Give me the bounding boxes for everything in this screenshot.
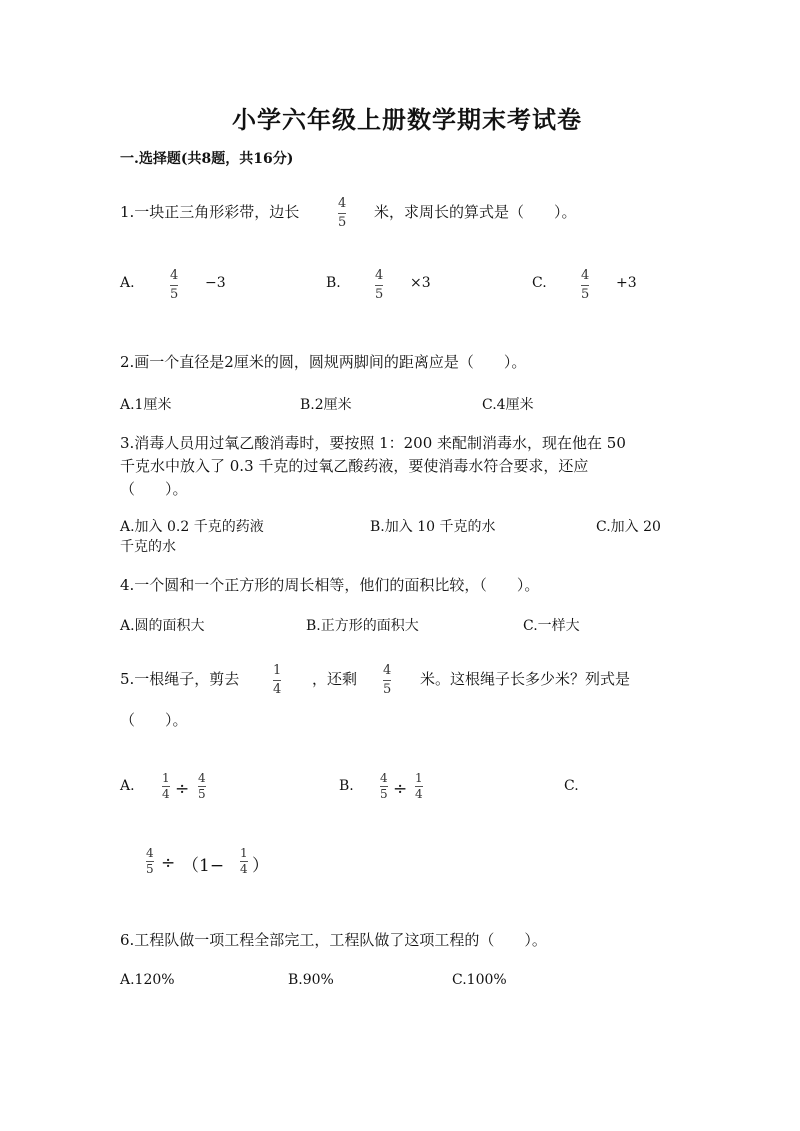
section-heading: 一.选择题(共8题，共16分) (120, 151, 294, 167)
fraction-numerator: 4 (146, 846, 154, 860)
q1-option-a-fraction (170, 268, 178, 303)
fraction-denominator: 5 (198, 787, 206, 801)
q4-option-a: A.圆的面积大 (120, 618, 205, 634)
fraction-denominator: 5 (383, 682, 392, 697)
fraction-denominator: 5 (380, 787, 388, 801)
question-3-line-3: （ ）。 (120, 480, 188, 498)
q3-option-c: C.加入 20 (596, 519, 661, 535)
fraction-bar (273, 680, 281, 681)
question-1-fraction (338, 196, 346, 231)
q5-option-a-label: A. (120, 778, 135, 794)
fraction-bar (375, 285, 383, 286)
fraction-denominator: 4 (240, 862, 248, 876)
q2-option-c: C.4厘米 (482, 397, 534, 413)
fraction-numerator: 4 (383, 663, 392, 678)
q5-option-a-fraction-2 (198, 772, 206, 801)
question-5-fraction-1 (273, 663, 281, 698)
q3-option-c-continued: 千克的水 (120, 539, 176, 555)
question-4-text: 4.一个圆和一个正方形的周长相等，他们的面积比较，（ ）。 (120, 576, 540, 594)
question-1-text-b: 米，求周长的算式是（ ）。 (374, 203, 577, 221)
q1-option-c-label: C. (532, 275, 547, 291)
q1-option-c-fraction (581, 268, 589, 303)
q5-option-b-fraction-1 (380, 772, 388, 801)
question-5-text-a: 5.一根绳子，剪去 (120, 670, 240, 688)
fraction-numerator: 1 (415, 771, 423, 785)
fraction-bar (338, 213, 346, 214)
fraction-denominator: 4 (273, 682, 282, 697)
q1-option-a-label: A. (120, 275, 135, 291)
q3-option-a: A.加入 0.2 千克的药液 (120, 519, 264, 535)
q5-option-c-divide: ÷ (161, 853, 176, 873)
fraction-denominator: 5 (146, 862, 154, 876)
question-2-text: 2.画一个直径是2厘米的圆，圆规两脚间的距离应是（ ）。 (120, 353, 527, 371)
fraction-bar (581, 285, 589, 286)
q1-option-c-operation: +3 (616, 275, 637, 291)
q5-option-c-fraction-1 (146, 847, 154, 876)
q6-option-c: C.100% (452, 972, 507, 988)
question-1-text-a: 1.一块正三角形彩带，边长 (120, 203, 300, 221)
q5-option-b-divide: ÷ (393, 779, 408, 799)
q5-option-c-fraction-2 (240, 847, 248, 876)
fraction-numerator: 4 (581, 268, 590, 283)
fraction-bar (170, 285, 178, 286)
q1-option-b-fraction (375, 268, 383, 303)
fraction-denominator: 5 (338, 215, 347, 230)
fraction-numerator: 4 (338, 196, 347, 211)
q3-option-b: B.加入 10 千克的水 (370, 519, 496, 535)
q1-option-b-operation: ×3 (410, 275, 431, 291)
fraction-numerator: 4 (380, 771, 388, 785)
q5-option-c-label: C. (564, 778, 579, 794)
fraction-denominator: 5 (375, 287, 384, 302)
question-5-text-b: ，还剩 (312, 670, 358, 688)
question-3-line-1: 3.消毒人员用过氧乙酸消毒时，要按照 1：200 来配制消毒水，现在他在 50 (120, 434, 626, 452)
fraction-numerator: 4 (170, 268, 179, 283)
question-3-line-2: 千克水中放入了 0.3 千克的过氧乙酸药液，要使消毒水符合要求，还应 (120, 457, 589, 475)
question-5-text-c: 米。这根绳子长多少米？列式是 (420, 670, 631, 688)
question-5-line-2: （ ）。 (120, 711, 188, 729)
question-5-fraction-2 (383, 663, 391, 698)
fraction-denominator: 4 (415, 787, 423, 801)
q6-option-b: B.90% (288, 972, 334, 988)
q2-option-a: A.1厘米 (120, 397, 172, 413)
q5-option-c-paren-open: （1− (182, 856, 225, 876)
q4-option-b: B.正方形的面积大 (306, 618, 419, 634)
fraction-bar (383, 680, 391, 681)
question-6-text: 6.工程队做一项工程全部完工，工程队做了这项工程的（ ）。 (120, 931, 547, 949)
q1-option-a-operation: −3 (205, 275, 226, 291)
page-title: 小学六年级上册数学期末考试卷 (232, 105, 582, 134)
q6-option-a: A.120% (120, 972, 175, 988)
q5-option-a-fraction-1 (162, 772, 170, 801)
fraction-numerator: 1 (240, 846, 248, 860)
q5-option-c-paren-close: ） (252, 856, 269, 876)
q5-option-b-label: B. (339, 778, 354, 794)
fraction-numerator: 4 (198, 771, 206, 785)
q1-option-b-label: B. (326, 275, 341, 291)
fraction-denominator: 5 (581, 287, 590, 302)
fraction-denominator: 4 (162, 787, 170, 801)
q5-option-b-fraction-2 (415, 772, 423, 801)
q4-option-c: C.一样大 (523, 618, 580, 634)
fraction-denominator: 5 (170, 287, 179, 302)
fraction-numerator: 4 (375, 268, 384, 283)
q5-option-a-divide: ÷ (175, 779, 190, 799)
fraction-numerator: 1 (273, 663, 282, 678)
fraction-numerator: 1 (162, 771, 170, 785)
q2-option-b: B.2厘米 (300, 397, 352, 413)
